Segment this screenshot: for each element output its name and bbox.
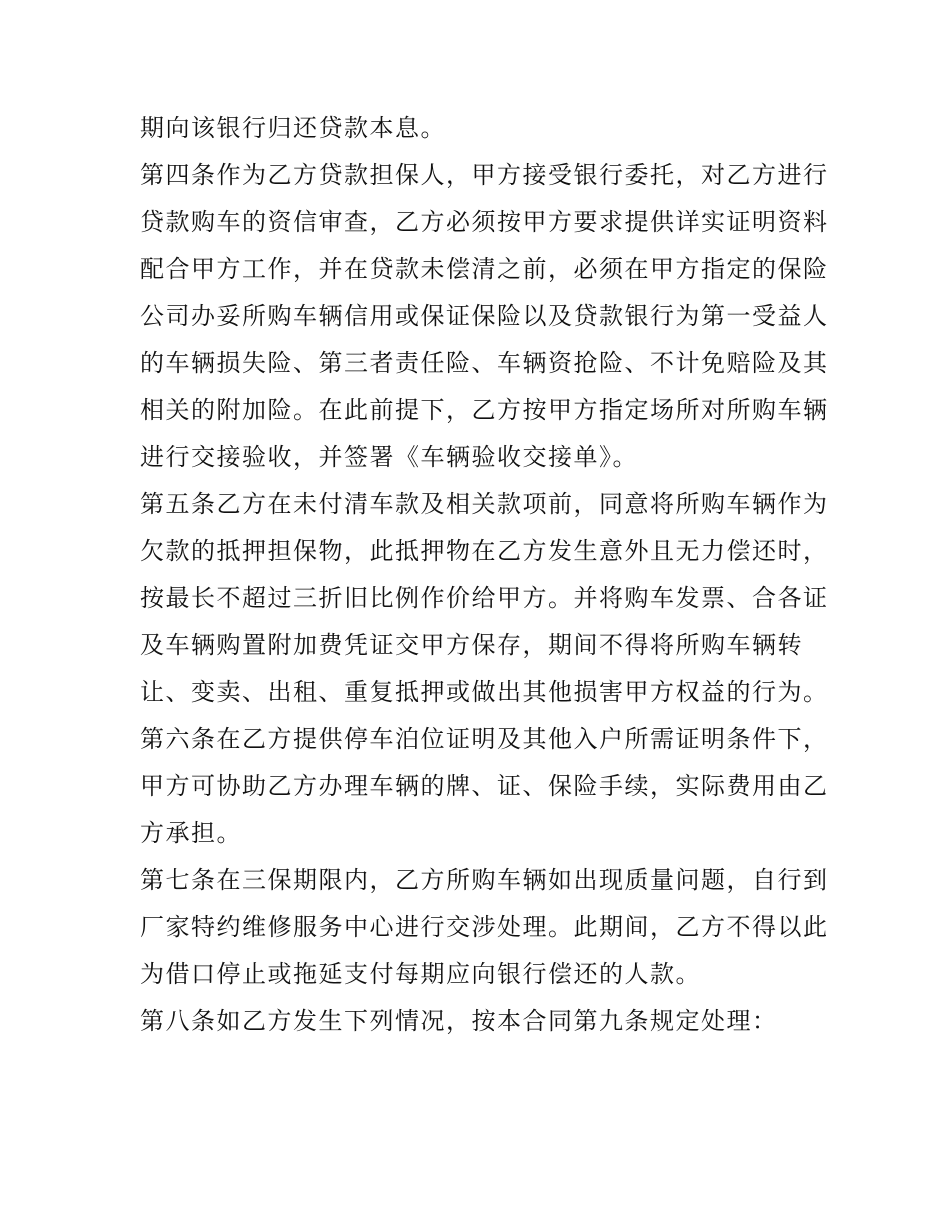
text-line: 甲方可协助乙方办理车辆的牌、证、保险手续，实际费用由乙 [140,772,829,800]
text-line: 进行交接验收，并签署《车辆验收交接单》。 [140,443,638,471]
text-line: 按最长不超过三折旧比例作价给甲方。并将购车发票、合各证 [140,584,829,612]
text-line: 的车辆损失险、第三者责任险、车辆资抢险、不计免赔险及其 [140,349,829,377]
text-line: 第八条如乙方发生下列情况，按本合同第九条规定处理： [140,1007,778,1035]
text-line: 相关的附加险。在此前提下，乙方按甲方指定场所对所购车辆 [140,396,829,424]
text-line: 期向该银行归还贷款本息。 [140,114,446,142]
text-line: 让、变卖、出租、重复抵押或做出其他损害甲方权益的行为。 [140,678,829,706]
text-line: 公司办妥所购车辆信用或保证保险以及贷款银行为第一受益人 [140,302,829,330]
text-line: 及车辆购置附加费凭证交甲方保存，期间不得将所购车辆转 [140,631,803,659]
contract-body [140,105,829,1045]
text-line: 第四条作为乙方贷款担保人，甲方接受银行委托，对乙方进行 [140,161,829,189]
text-line: 方承担。 [140,819,242,847]
text-line: 第七条在三保期限内，乙方所购车辆如出现质量问题，自行到 [140,866,829,894]
text-line: 厂家特约维修服务中心进行交涉处理。此期间，乙方不得以此 [140,913,829,941]
text-line: 第五条乙方在未付清车款及相关款项前，同意将所购车辆作为 [140,490,829,518]
text-line: 第六条在乙方提供停车泊位证明及其他入户所需证明条件下， [140,725,829,753]
text-line: 配合甲方工作，并在贷款未偿清之前，必须在甲方指定的保险 [140,255,829,283]
text-line: 欠款的抵押担保物，此抵押物在乙方发生意外且无力偿还时， [140,537,829,565]
text-line: 为借口停止或拖延支付每期应向银行偿还的人款。 [140,960,701,988]
text-line: 贷款购车的资信审查，乙方必须按甲方要求提供详实证明资料 [140,208,829,236]
